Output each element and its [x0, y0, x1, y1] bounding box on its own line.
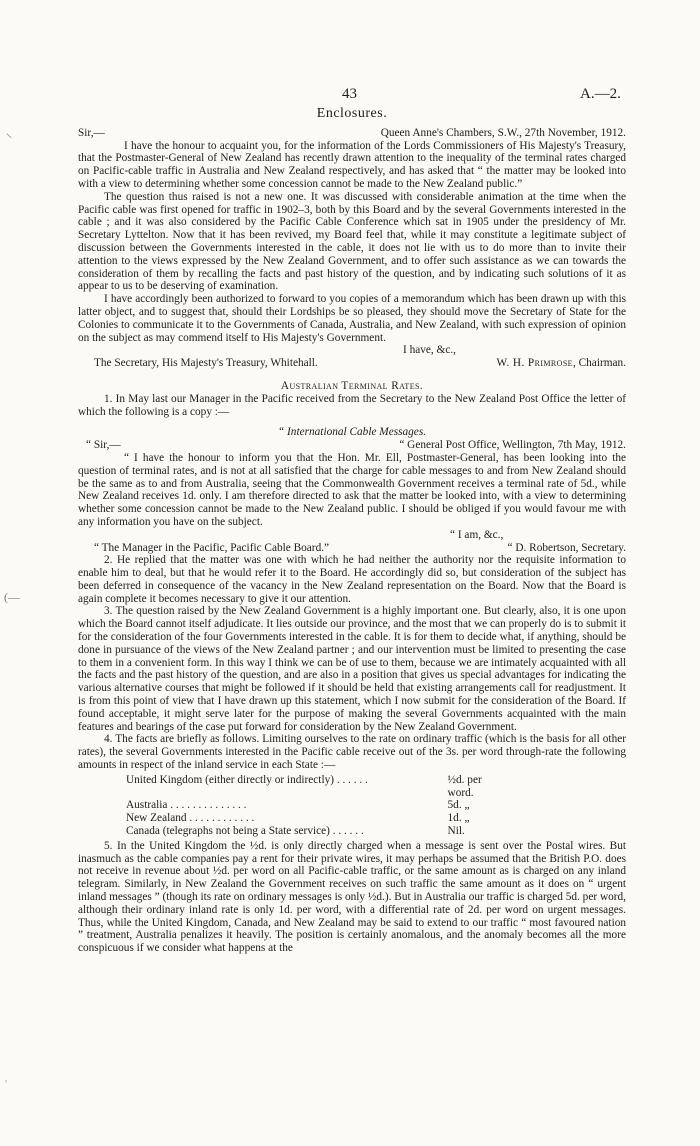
- letter1-paragraph: I have accordingly been authorized to forward to you copies of a memorandum which has been drawn up with this latter object, and to suggest that, should their Lordships be so pleased, they should move the Secretary of State for the Colonies to communicate it to the Governments of Canada, Australia, and New Zealand, with such expression of opinion on the subject as may commend itself to His Majesty's Government.: [78, 293, 626, 344]
- quote-closing: “ I am, &c.,: [450, 528, 504, 541]
- rates-row: [126, 825, 506, 838]
- rate-value: 5d. „: [447, 799, 470, 812]
- page-body: [78, 80, 626, 955]
- margin-mark: ˒: [4, 1072, 8, 1086]
- quote-title: “ International Cable Messages.: [277, 426, 427, 439]
- rate-label: New Zealand . . . . . . . . . . . .: [126, 812, 255, 825]
- rates-row: [126, 799, 506, 812]
- quote-body: “ I have the honour to inform you that the Hon. Mr. Ell, Postmaster-General, has been looking into the question of terminal rates, and is not at all satisfied that the charge for cable messages to and from New Zealand should be the same as to and from Australia, seeing that the Commonwealth Government receives a terminal rate of 5d., while New Zealand receives 1d. only. I am therefore directed to ask that the matter be looked into, with a view to determining whether some concession cannot be made to the New Zealand public. I should be obliged if you would favour me with any information you have on the subject.: [78, 451, 626, 528]
- quote-address: “ General Post Office, Wellington, 7th May, 1912.: [399, 439, 626, 452]
- rate-value: ½d. per word.: [447, 773, 482, 799]
- rates-row: [126, 812, 506, 825]
- letter1-addressee: The Secretary, His Majesty's Treasury, Whitehall.: [94, 357, 318, 370]
- quote-heading: [78, 439, 626, 452]
- quote-signature: “ D. Robertson, Secretary.: [507, 541, 626, 554]
- rate-label: Australia . . . . . . . . . . . . . .: [126, 799, 247, 812]
- letter1-footer: [78, 357, 626, 370]
- memo-heading: Australian Terminal Rates.: [280, 379, 424, 392]
- rates-table: [126, 774, 506, 838]
- memo-paragraph-1: 1. In May last our Manager in the Pacific received from the Secretary to the New Zealand Post Office the letter of which the following is a copy :—: [78, 392, 626, 418]
- letter1-paragraph: I have the honour to acquaint you, for the information of the Lords Commissioners of His Majesty's Treasury, that the Postmaster-General of New Zealand has recently drawn attention to the inequality of the terminal rates charged on Pacific-cable traffic in Australia and New Zealand respectively, and has asked that “ the matter may be looked into with a view to determining whether some concession cannot be made to the New Zealand public.”: [78, 139, 626, 190]
- document-reference: A.—2.: [580, 86, 621, 102]
- margin-mark: ⸜: [6, 126, 13, 140]
- letter1-signature: W. H. Primrose, Chairman.: [496, 357, 626, 370]
- letter1-closing: I have, &c.,: [403, 344, 457, 357]
- margin-mark: (—: [4, 590, 20, 604]
- rates-row: [126, 774, 506, 800]
- letter1-heading: [78, 127, 626, 140]
- page-title: Enclosures.: [316, 106, 388, 121]
- memo-paragraph-3: 3. The question raised by the New Zealand Government is a highly important one. But clearly, also, it is one upon which the Board cannot itself adjudicate. It lies outside our province, and the most that we can properly do is to submit it for the consideration of the four Governments interested in the cable. It is for them to decide what, if anything, should be done in pursuance of the views of the New Zealand partner ; and our intervention must be limited to presenting the case to them in a convenient form. In this way I think we can be of use to them, because we are intimately acquainted with all the facts and the past history of the question, and are also in a position that gives us special advantages for indicating the various alternative courses that might be followed if it should be held that existing arrangements call for readjustment. It is from this point of view that I have drawn up this statement, which I now submit for the consideration of the Board. If found acceptable, it might serve later for the purpose of making the several Governments acquainted with the main features and bearings of the case put forward for consideration by the New Zealand Government.: [78, 605, 626, 733]
- quote-footer: [78, 542, 626, 555]
- rate-label: Canada (telegraphs not being a State service) . . . . . .: [126, 825, 364, 838]
- memo-paragraph-4: 4. The facts are briefly as follows. Limiting ourselves to the rate on ordinary traffic (which is the basis for all other rates), the several Governments interested in the Pacific cable receive out of the 3s. per word through-rate the following amounts in respect of the inland service in each State :—: [78, 733, 626, 772]
- memo-paragraph-2: 2. He replied that the matter was one with which he had neither the authority nor the requisite information to enable him to deal, but that he would refer it to the Board. He accordingly did so, but consideration of the subject has been deferred in consequence of the vacancy in the New Zealand representation on the Board. Now that the Board is again complete it becomes necessary to give it our attention.: [78, 554, 626, 605]
- letter1-salutation: Sir,—: [78, 126, 105, 139]
- letter1-paragraph: The question thus raised is not a new one. It was discussed with considerable animation at the time when the Pacific cable was first opened for traffic in 1902–3, both by this Board and by the several Governments interested in the cable ; and it was also considered by the Pacific Cable Conference which sat in 1905 under the presidency of Mr. Secretary Lyttelton. Now that it has been revived, my Board feel that, while it may constitute a legitimate subject of discussion between the Governments interested in the cable, it does not lie with us to do more than to invite their attention to the views expressed by the New Zealand Government, and to offer such assistance as we can towards the consideration of them by recalling the facts and past history of the question, and by indicating such solutions of it as appear to us to be deserving of examination.: [78, 190, 626, 293]
- rate-value: 1d. „: [447, 812, 470, 825]
- rate-label: United Kingdom (either directly or indirectly) . . . . . .: [126, 773, 368, 786]
- rate-value: Nil.: [447, 825, 465, 838]
- memo-paragraph-5: 5. In the United Kingdom the ½d. is only directly charged when a message is sent over the Postal wires. But inasmuch as the cable companies pay a rent for their private wires, it may perhaps be assumed that the British P.O. does not receive in revenue about ½d. per word on all Pacific-cable traffic, or the same amount as is charged on any inland telegram. Similarly, in New Zealand the Government receives on such traffic the same amount as it does on “ urgent inland messages ” (though its rate on ordinary messages is only ½d.). But in Australia our traffic is charged 5d. per word, although their ordinary inland rate is only 1d. per word, with a differential rate of 2d. per word on urgent messages. Thus, while the United Kingdom, Canada, and New Zealand may be said to extend to our traffic “ most favoured nation ” treatment, Australia penalizes it heavily. The position is certainly anomalous, and the anomaly becomes all the more conspicuous if we consider what happens at the: [78, 839, 626, 955]
- letter1-address: Queen Anne's Chambers, S.W., 27th November, 1912.: [380, 126, 626, 139]
- quote-salutation: “ Sir,—: [86, 439, 121, 452]
- quote-addressee: “ The Manager in the Pacific, Pacific Cable Board.”: [94, 541, 330, 554]
- page-number: 43: [342, 86, 357, 102]
